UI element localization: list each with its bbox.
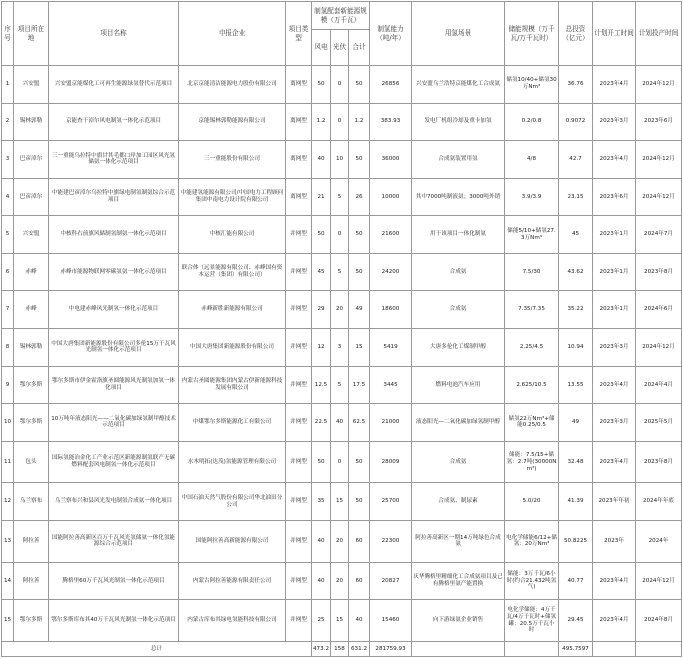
cell-capacity: 383.93 (370, 103, 412, 141)
cell-city: 阿拉善 (14, 562, 49, 600)
table-row (2, 291, 682, 329)
cell-solar: 0 (331, 66, 349, 104)
cell-investment: 49 (559, 404, 593, 442)
cell-city: 巴彦淖尔 (14, 178, 49, 216)
total-solar: 158 (331, 642, 349, 657)
cell-usage: 阿拉善高新区一期14万吨绿色合成氨 (412, 521, 505, 563)
cell-capacity: 36000 (370, 141, 412, 179)
cell-wind: 22.5 (312, 404, 331, 442)
cell-capacity: 24200 (370, 253, 412, 291)
cell-project-type: 并网型 (286, 600, 312, 642)
cell-finish-time: 2024年 (636, 521, 682, 563)
cell-project-name: 三一重能乌拉特中旗甘其毛都口岸加工园区风光氢储氨一体化示范项目 (49, 141, 179, 179)
cell-total: 50 (349, 66, 370, 104)
cell-finish-time: 2023年8月 (636, 441, 682, 483)
cell-finish-time: 2024年6月 (636, 291, 682, 329)
cell-project-type: 并网型 (286, 562, 312, 600)
table-row (2, 404, 682, 442)
cell-project-type: 并网型 (286, 216, 312, 254)
cell-project-name: 国际氢能冶金化工产业示范区新能源制氢联产无碳燃料配套风电制氢一体化示范项目 (49, 441, 179, 483)
cell-solar: 15 (331, 483, 349, 521)
header-finish-time: 计划投产时间 (636, 2, 682, 66)
cell-investment: 42.7 (559, 141, 593, 179)
table-row (2, 441, 682, 483)
cell-company: 中国石油天然气股份有限公司华北油田分公司 (179, 483, 286, 521)
cell-solar: 0 (331, 441, 349, 483)
header-total: 合计 (349, 30, 370, 66)
cell-solar: 15 (331, 600, 349, 642)
cell-total: 50 (349, 483, 370, 521)
table-row (2, 483, 682, 521)
header-city: 项目所在地 (14, 2, 49, 66)
cell-wind: 21 (312, 178, 331, 216)
cell-solar: 5 (331, 178, 349, 216)
cell-finish-time: 2024年8月 (636, 600, 682, 642)
cell-company: 联合体（远景能源有限公司、赤峰国有资本运营（集团）有限公司） (179, 253, 286, 291)
cell-total: 62.5 (349, 404, 370, 442)
table-row (2, 141, 682, 179)
header-wind: 风电 (312, 30, 331, 66)
cell-company: 京能锡林郭勒能源有限公司 (179, 103, 286, 141)
cell-total: 50 (349, 253, 370, 291)
cell-project-type: 并网型 (286, 329, 312, 367)
cell-solar: 20 (331, 291, 349, 329)
cell-company: 内蒙古圣圆能源集团内蒙古伊新能源科技发展有限公司 (179, 366, 286, 404)
cell-project-name: 鄂尔多斯市伊金霍洛旗圣圆能源风光制氢加氢一体化项目 (49, 366, 179, 404)
cell-storage: 储氢22万Nm³+储能0.25/0.5 (505, 404, 559, 442)
cell-capacity: 25700 (370, 483, 412, 521)
total-investment: 495.7597 (559, 642, 593, 657)
cell-company: 中核汇能有限公司 (179, 216, 286, 254)
total-usage-empty (412, 642, 505, 657)
cell-solar: 20 (331, 562, 349, 600)
cell-storage: 储能：7.5/15+储氢：2.7吨(30000Nm³) (505, 441, 559, 483)
cell-wind: 40 (312, 562, 331, 600)
cell-usage: 液态阳光—二氧化碳加绿氢制甲醇 (412, 404, 505, 442)
cell-total: 49 (349, 291, 370, 329)
cell-total: 60 (349, 521, 370, 563)
cell-project-name: 10万吨年液态阳光——二氧化碳加绿氢制甲醇技术示范项目 (49, 404, 179, 442)
cell-total: 17.5 (349, 366, 370, 404)
cell-storage: 电化学储能：4万千瓦/4万千瓦时+储氢罐：20.5万千瓦小时 (505, 600, 559, 642)
header-start-time: 计划开工时间 (593, 2, 636, 66)
cell-city: 巴彦淖尔 (14, 141, 49, 179)
cell-city: 兴安盟 (14, 66, 49, 104)
cell-total: 50 (349, 216, 370, 254)
cell-project-type: 并网型 (286, 441, 312, 483)
cell-finish-time: 2023年8月 (636, 253, 682, 291)
cell-solar: 10 (331, 141, 349, 179)
cell-project-name: 国能阿拉善高新区百万千瓦风光氢储氨一体化氢能源综合示范项目 (49, 521, 179, 563)
table-row (2, 103, 682, 141)
cell-total: 15 (349, 329, 370, 367)
cell-wind: 25 (312, 600, 331, 642)
cell-seq: 1 (2, 66, 14, 104)
header-seq: 序号 (2, 2, 14, 66)
header-renewable-group: 制氢配套新能源规模（万千瓦） (312, 2, 370, 30)
cell-investment: 45 (559, 216, 593, 254)
cell-usage: 合成氨 (412, 441, 505, 483)
cell-investment: 32.48 (559, 441, 593, 483)
cell-storage: 4/8 (505, 141, 559, 179)
total-finish-empty (636, 642, 682, 657)
cell-start-time: 2023年3月 (593, 404, 636, 442)
cell-usage: 向下游绿氨企业销售 (412, 600, 505, 642)
cell-wind: 35 (312, 483, 331, 521)
cell-project-type: 离网型 (286, 141, 312, 179)
cell-company: 赤峰新胜新能源有限公司 (179, 291, 286, 329)
cell-capacity: 26856 (370, 66, 412, 104)
table-row (2, 600, 682, 642)
cell-total: 26 (349, 178, 370, 216)
cell-storage: 0.2/0.8 (505, 103, 559, 141)
cell-project-name: 中电建赤峰风光制氢一体化示范项目 (49, 291, 179, 329)
cell-capacity: 20827 (370, 562, 412, 600)
cell-usage: 合成氨 (412, 291, 505, 329)
cell-seq: 14 (2, 562, 14, 600)
cell-company: 内蒙古阿拉善能源有限责任公司 (179, 562, 286, 600)
cell-capacity: 28009 (370, 441, 412, 483)
cell-start-time: 2023年4月 (593, 600, 636, 642)
cell-company: 水木明拓(达茂)氢能源管理有限公司 (179, 441, 286, 483)
cell-project-type: 并网型 (286, 404, 312, 442)
cell-project-type: 离网型 (286, 103, 312, 141)
cell-project-name: 乌兰察布兴和县风光发电制氢合成氨一体化项目 (49, 483, 179, 521)
cell-investment: 43.62 (559, 253, 593, 291)
cell-seq: 13 (2, 521, 14, 563)
cell-usage: 燃料电池汽车应用 (412, 366, 505, 404)
cell-storage: 5.0/20 (505, 483, 559, 521)
cell-finish-time: 2024年12月 (636, 178, 682, 216)
cell-wind: 40 (312, 141, 331, 179)
cell-wind: 12 (312, 329, 331, 367)
cell-finish-time: 2024年12月 (636, 141, 682, 179)
header-company: 申报企业 (179, 2, 286, 66)
cell-start-time: 2023年4月 (593, 66, 636, 104)
cell-city: 阿拉善 (14, 521, 49, 563)
cell-wind: 1.2 (312, 103, 331, 141)
cell-project-type: 并网型 (286, 366, 312, 404)
cell-total: 50 (349, 441, 370, 483)
cell-start-time: 2023年1月 (593, 291, 636, 329)
total-label: 总计 (2, 642, 312, 657)
cell-seq: 4 (2, 178, 14, 216)
table-row (2, 66, 682, 104)
cell-storage: 3.9/3.9 (505, 178, 559, 216)
cell-project-name: 兴安盟京能煤化工可再生能源绿氢替代示范项目 (49, 66, 179, 104)
cell-wind: 40 (312, 521, 331, 563)
cell-wind: 45 (312, 253, 331, 291)
cell-solar: 0 (331, 103, 349, 141)
cell-project-type: 并网型 (286, 521, 312, 563)
header-project-type: 项目类型 (286, 2, 312, 66)
cell-city: 赤峰 (14, 291, 49, 329)
cell-city: 鄂尔多斯 (14, 404, 49, 442)
cell-start-time: 2023年6月 (593, 178, 636, 216)
cell-start-time: 2023年4月 (593, 141, 636, 179)
cell-storage: 储能：3万千瓦/6小时(约合21.432吨氢气) (505, 562, 559, 600)
cell-capacity: 15460 (370, 600, 412, 642)
cell-seq: 9 (2, 366, 14, 404)
cell-storage: 储能5/10+储氢27.3万Nm³ (505, 216, 559, 254)
cell-usage: 用于该项目一体化制氨 (412, 216, 505, 254)
cell-usage: 兴安盟乌兰浩特京能煤化工合成氨 (412, 66, 505, 104)
cell-city: 兴安盟 (14, 216, 49, 254)
cell-wind: 50 (312, 216, 331, 254)
cell-city: 包头 (14, 441, 49, 483)
cell-city: 锡林郭勒 (14, 329, 49, 367)
cell-usage: 合成氨装置用氢 (412, 141, 505, 179)
cell-start-time: 2023年4月 (593, 441, 636, 483)
cell-project-name: 鄂尔多斯库布其40万千瓦风光制氢一体化示范项目 (49, 600, 179, 642)
cell-finish-time: 2023年6月 (636, 103, 682, 141)
cell-investment: 10.94 (559, 329, 593, 367)
total-row (2, 642, 682, 657)
cell-start-time: 2023年4月 (593, 366, 636, 404)
cell-usage: 其中7000吨制液氨；3000吨外销 (412, 178, 505, 216)
cell-company: 中国大唐集团新能源股份有限公司 (179, 329, 286, 367)
cell-investment: 13.55 (559, 366, 593, 404)
header-investment: 总投资（亿元） (559, 2, 593, 66)
cell-storage: 2.25/4.5 (505, 329, 559, 367)
cell-city: 鄂尔多斯 (14, 366, 49, 404)
cell-solar: 3 (331, 329, 349, 367)
cell-start-time: 2023年 (593, 521, 636, 563)
cell-finish-time: 2024年12月 (636, 66, 682, 104)
table-row (2, 178, 682, 216)
header-storage: 储能规模（万千瓦/万千瓦时） (505, 2, 559, 66)
cell-start-time: 2023年3月 (593, 329, 636, 367)
cell-usage: 大唐多伦化工煤制甲醇 (412, 329, 505, 367)
total-capacity: 281759.93 (370, 642, 412, 657)
cell-usage: 庆华腾格里精细化工合成氨项目及已有腾格里氨产能置换 (412, 562, 505, 600)
cell-wind: 50 (312, 66, 331, 104)
total-storage-empty (505, 642, 559, 657)
cell-project-type: 离网型 (286, 178, 312, 216)
table-row (2, 253, 682, 291)
table-row (2, 562, 682, 600)
cell-start-time: 2023年4月 (593, 562, 636, 600)
cell-total: 50 (349, 141, 370, 179)
cell-project-type: 并网型 (286, 253, 312, 291)
cell-wind: 29 (312, 291, 331, 329)
cell-project-name: 赤峰市能源物联网零碳氢氨一体化示范项目 (49, 253, 179, 291)
cell-seq: 12 (2, 483, 14, 521)
cell-project-name: 中国大唐集团新能源股份有限公司多伦15万千瓦风光制氢一体化示范项目 (49, 329, 179, 367)
cell-company: 中能建氢能源有限公司/中国电力工程顾问集团中南电力设计院有限公司 (179, 178, 286, 216)
cell-wind: 50 (312, 441, 331, 483)
cell-seq: 6 (2, 253, 14, 291)
header-capacity: 制氢能力（吨/年） (370, 2, 412, 66)
cell-city: 赤峰 (14, 253, 49, 291)
cell-project-type: 并网型 (286, 483, 312, 521)
cell-project-type: 离网型 (286, 66, 312, 104)
cell-capacity: 10000 (370, 178, 412, 216)
cell-finish-time: 2024年12月 (636, 562, 682, 600)
cell-total: 40 (349, 600, 370, 642)
cell-start-time: 2023年年初 (593, 483, 636, 521)
cell-seq: 5 (2, 216, 14, 254)
cell-investment: 23.15 (559, 178, 593, 216)
cell-investment: 35.22 (559, 291, 593, 329)
cell-project-name: 京能查干淖尔风电制氢一体化示范项目 (49, 103, 179, 141)
cell-finish-time: 2024年7月 (636, 216, 682, 254)
cell-capacity: 18600 (370, 291, 412, 329)
header-project-name: 项目名称 (49, 2, 179, 66)
cell-investment: 40.77 (559, 562, 593, 600)
header-solar: 光伏 (331, 30, 349, 66)
cell-project-type: 并网型 (286, 291, 312, 329)
cell-capacity: 21600 (370, 216, 412, 254)
cell-company: 内蒙古库布其绿电氢能科技有限公司 (179, 600, 286, 642)
cell-usage: 合成氨 (412, 253, 505, 291)
cell-seq: 10 (2, 404, 14, 442)
header-row (2, 2, 682, 30)
total-sum: 631.2 (349, 642, 370, 657)
table-row (2, 329, 682, 367)
cell-investment: 50.8225 (559, 521, 593, 563)
cell-usage: 合成氨、制尿素 (412, 483, 505, 521)
cell-capacity: 5419 (370, 329, 412, 367)
cell-solar: 20 (331, 521, 349, 563)
cell-seq: 15 (2, 600, 14, 642)
cell-solar: 5 (331, 253, 349, 291)
cell-capacity: 22300 (370, 521, 412, 563)
cell-finish-time: 2024年年底 (636, 483, 682, 521)
cell-company: 中煤鄂尔多斯能源化工有限公司 (179, 404, 286, 442)
total-start-empty (593, 642, 636, 657)
cell-solar: 0 (331, 216, 349, 254)
cell-finish-time: 2024年12月 (636, 329, 682, 367)
cell-storage: 储氢10/40+储氢30万Nm³ (505, 66, 559, 104)
cell-project-name: 中能建巴彦淖尔乌拉特中旗绿电制氢制氨综合示范项目 (49, 178, 179, 216)
cell-company: 北京京能清洁能源电力股份有限公司 (179, 66, 286, 104)
cell-storage: 7.5/30 (505, 253, 559, 291)
cell-usage: 发电厂机组冷却及重卡加氢 (412, 103, 505, 141)
cell-company: 国能阿拉善高新能源有限公司 (179, 521, 286, 563)
cell-seq: 11 (2, 441, 14, 483)
cell-investment: 41.39 (559, 483, 593, 521)
cell-solar: 40 (331, 404, 349, 442)
cell-seq: 3 (2, 141, 14, 179)
cell-start-time: 2023年3月 (593, 103, 636, 141)
cell-wind: 12.5 (312, 366, 331, 404)
cell-company: 三一重能股份有限公司 (179, 141, 286, 179)
cell-finish-time: 2025年5月 (636, 404, 682, 442)
hydrogen-projects-table (1, 1, 682, 657)
cell-project-name: 腾格里60万千瓦风光制氢一体化示范项目 (49, 562, 179, 600)
cell-start-time: 2023年1月 (593, 253, 636, 291)
cell-capacity: 3445 (370, 366, 412, 404)
table-row (2, 521, 682, 563)
cell-project-name: 中核科右前旗风储制氢制氨一体化示范项目 (49, 216, 179, 254)
cell-investment: 29.45 (559, 600, 593, 642)
cell-storage: 7.35/7.35 (505, 291, 559, 329)
total-wind: 473.2 (312, 642, 331, 657)
cell-seq: 8 (2, 329, 14, 367)
cell-seq: 7 (2, 291, 14, 329)
cell-city: 鄂尔多斯 (14, 600, 49, 642)
cell-investment: 36.76 (559, 66, 593, 104)
cell-total: 1.2 (349, 103, 370, 141)
cell-investment: 0.9072 (559, 103, 593, 141)
cell-solar: 5 (331, 366, 349, 404)
cell-city: 乌兰察布 (14, 483, 49, 521)
cell-seq: 2 (2, 103, 14, 141)
cell-city: 锡林郭勒 (14, 103, 49, 141)
cell-finish-time: 2024年4月 (636, 366, 682, 404)
table-row (2, 366, 682, 404)
cell-total: 60 (349, 562, 370, 600)
cell-storage: 电化学储能6/12+储氢：20万Nm³ (505, 521, 559, 563)
cell-storage: 2.625/10.5 (505, 366, 559, 404)
cell-start-time: 2023年1月 (593, 216, 636, 254)
table-row (2, 216, 682, 254)
cell-capacity: 21000 (370, 404, 412, 442)
header-usage: 用氢场景 (412, 2, 505, 66)
